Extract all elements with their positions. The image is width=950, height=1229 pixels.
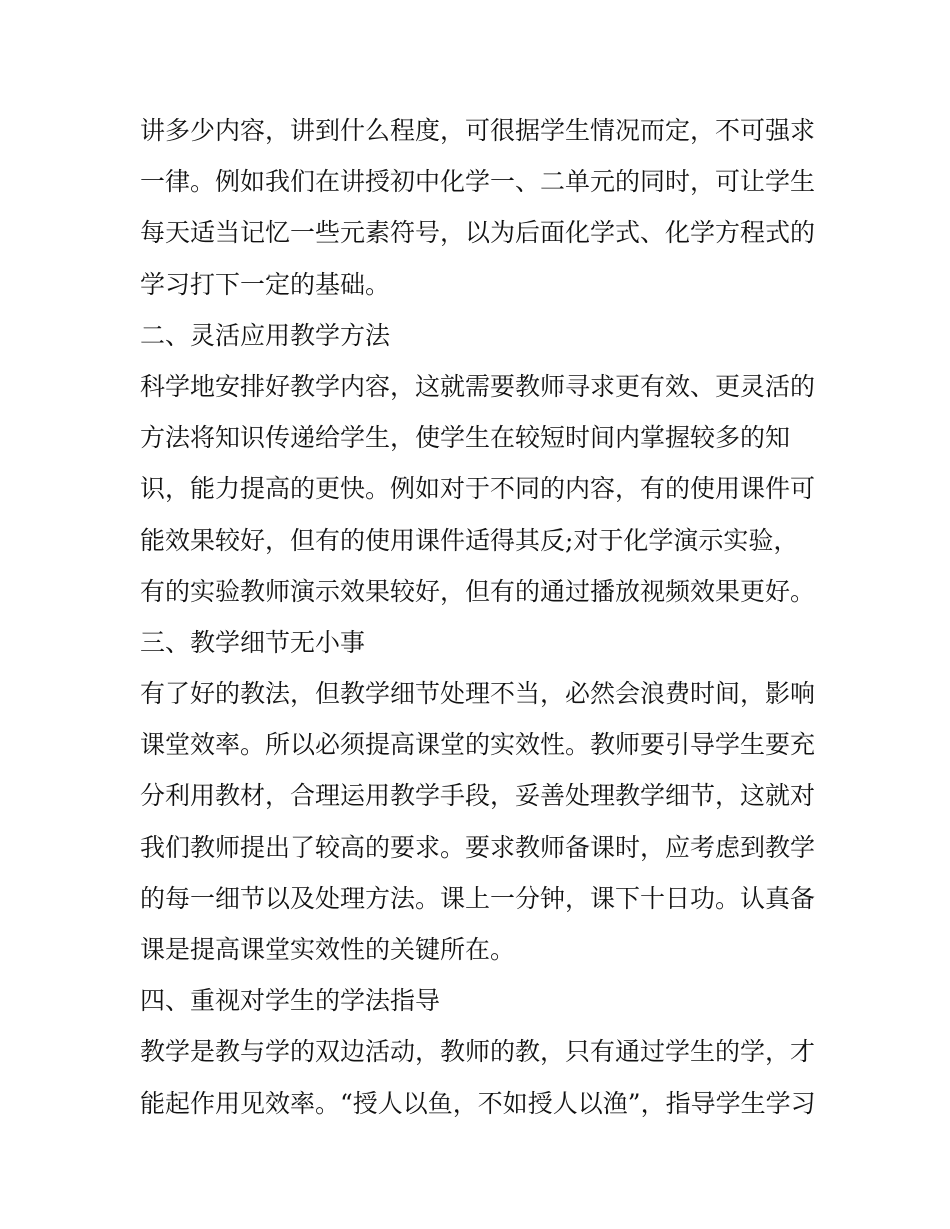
document-body [140, 105, 830, 1129]
text-line: 我们教师提出了较高的要求。要求教师备课时，应考虑到教学 [140, 832, 816, 862]
text-line: 每天适当记忆一些元素符号，以为后面化学式、化学方程式的 [140, 218, 816, 248]
text-line: 课堂效率。所以必须提高课堂的实效性。教师要引导学生要充 [140, 730, 816, 760]
section-heading: 四、重视对学生的学法指导 [140, 986, 441, 1016]
text-line: 讲多少内容，讲到什么程度，可很据学生情况而定，不可强求 [140, 116, 816, 145]
text-line: 有的实验教师演示效果较好，但有的通过播放视频效果更好。 [140, 576, 816, 606]
text-line: 分利用教材，合理运用教学手段，妥善处理教学细节，这就对 [140, 781, 816, 811]
text-line: 识，能力提高的更快。例如对于不同的内容，有的使用课件可 [140, 474, 816, 504]
text-line: 学习打下一定的基础。 [140, 269, 391, 299]
text-line: 科学地安排好教学内容，这就需要教师寻求更有效、更灵活的 [140, 371, 816, 401]
text-line: 教学是教与学的双边活动，教师的教，只有通过学生的学，才 [140, 1037, 816, 1067]
text-line: 能起作用见效率。“授人以鱼，不如授人以渔”，指导学生学习 [140, 1088, 816, 1118]
text-line: 方法将知识传递给学生，使学生在较短时间内掌握较多的知 [140, 423, 791, 453]
text-line: 能效果较好，但有的使用课件适得其反;对于化学演示实验， [140, 525, 799, 555]
text-line: 有了好的教法，但教学细节处理不当，必然会浪费时间，影响 [140, 679, 816, 709]
section-heading: 二、灵活应用教学方法 [140, 320, 391, 350]
section-heading: 三、教学细节无小事 [140, 627, 366, 657]
text-line: 课是提高课堂实效性的关键所在。 [140, 935, 516, 964]
text-line: 的每一细节以及处理方法。课上一分钟，课下十日功。认真备 [140, 883, 816, 913]
text-line: 一律。例如我们在讲授初中化学一、二单元的同时，可让学生 [140, 167, 816, 197]
